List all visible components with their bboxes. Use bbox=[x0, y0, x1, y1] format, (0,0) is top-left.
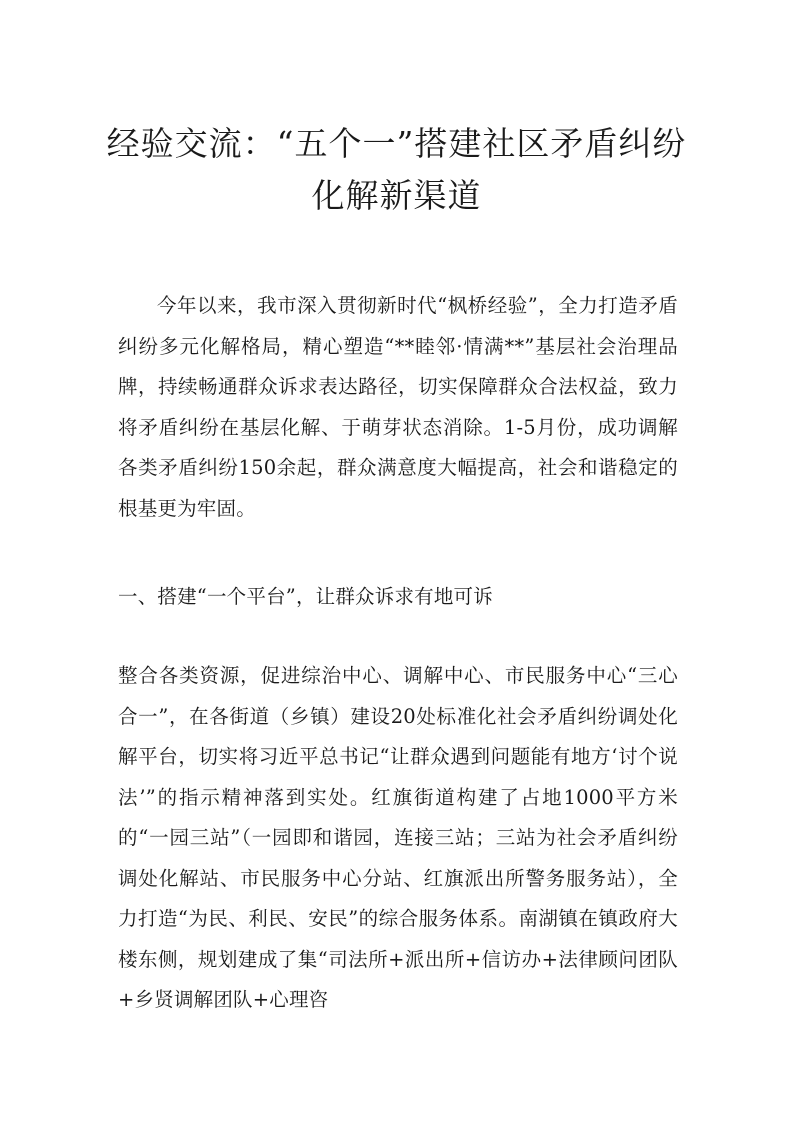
section-paragraph: 整合各类资源，促进综治中心、调解中心、市民服务中心“三心合一”，在各街道（乡镇）建设20处标准化社会矛盾纠纷调处化解平台，切实将习近平总书记“让群众遇到问题能有地方‘讨个说法’”的指示精神落到实处。红旗街道构建了占地1000平方米的“一园三站”（一园即和谐园，连接三站；三站为社会矛盾纠纷调处化解站、市民服务中心分站、红旗派出所警务服务站），全力打造“为民、利民、安民”的综合服务体系。南湖镇在镇政府大楼东侧，规划建成了集“司法所+派出所+信访办+法律顾问团队+乡贤调解团队+心理咨 bbox=[118, 664, 678, 1011]
document-title: 经验交流：“五个一”搭建社区矛盾纠纷化解新渠道 bbox=[106, 124, 687, 215]
section-heading: 一、搭建“一个平台”，让群众诉求有地可诉 bbox=[118, 585, 493, 608]
intro-paragraph: 今年以来，我市深入贯彻新时代“枫桥经验”，全力打造矛盾纠纷多元化解格局，精心塑造“**睦邻·情满**”基层社会治理品牌，持续畅通群众诉求表达路径，切实保障群众合法权益，致力将矛盾纠纷在基层化解、于萌芽状态消除。1-5月份，成功调解各类矛盾纠纷150余起，群众满意度大幅提高，社会和谐稳定的根基更为牢固。 bbox=[118, 294, 678, 520]
